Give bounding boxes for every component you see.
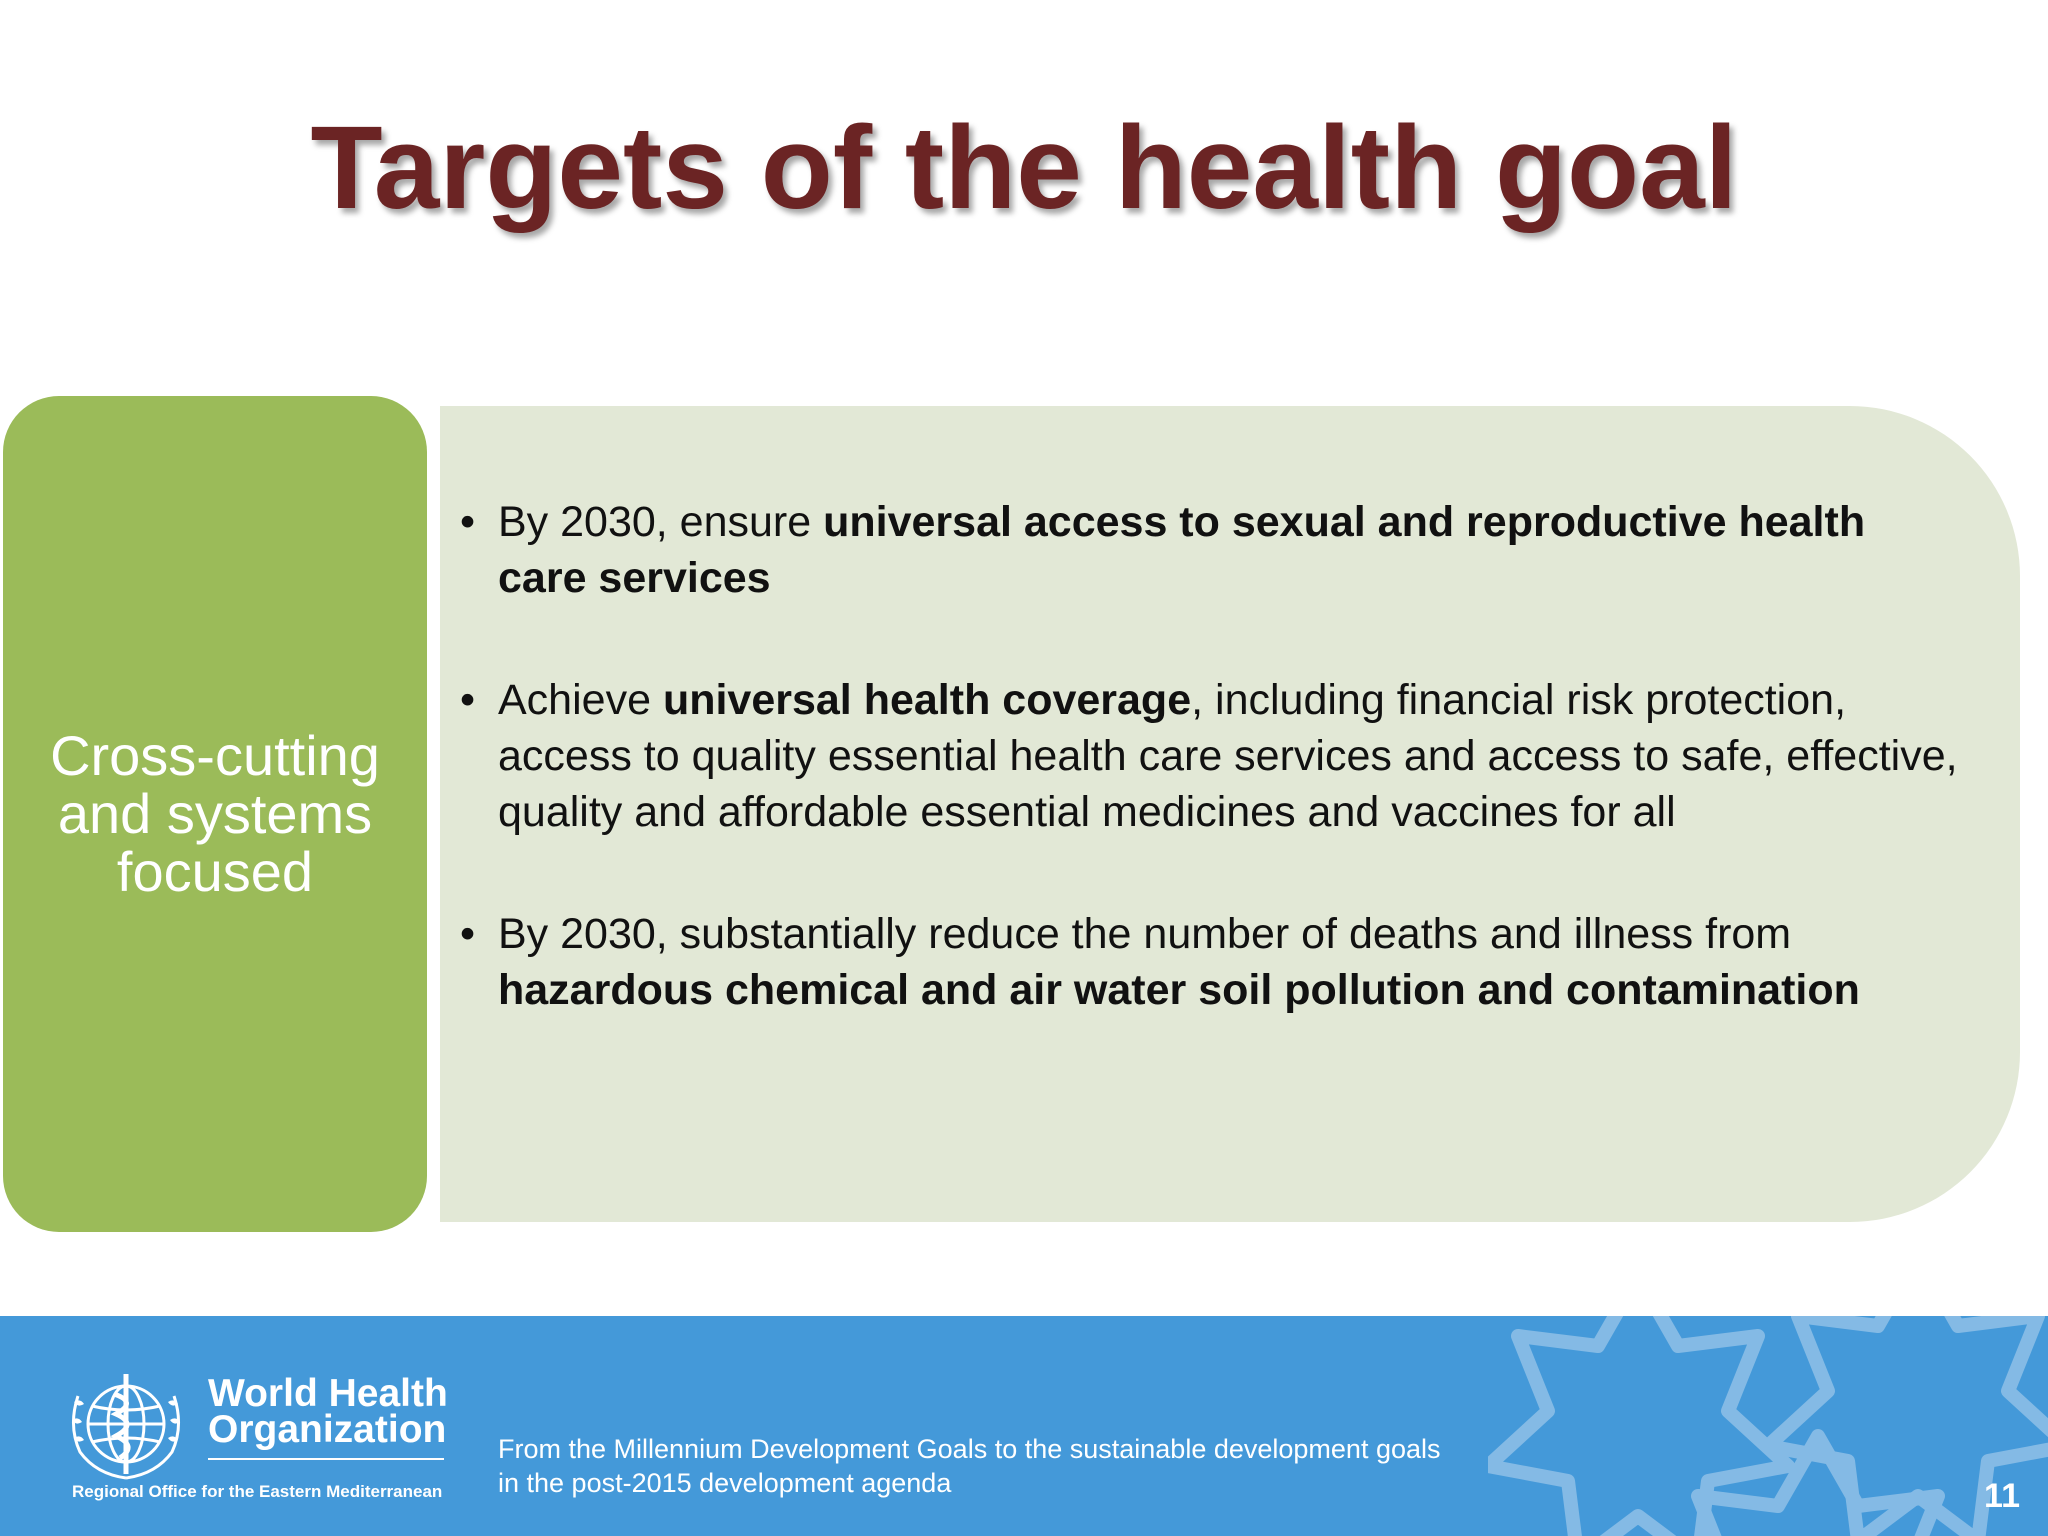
star-pattern-icon	[1488, 1316, 2048, 1536]
target-item	[460, 494, 1960, 606]
footer-bar	[0, 1316, 2048, 1536]
org-name-line1: World Health	[208, 1372, 448, 1415]
who-emblem-icon	[66, 1366, 202, 1484]
target-emphasis: hazardous chemical and air water soil pollution and contamination	[498, 966, 1860, 1014]
category-label	[50, 724, 380, 903]
category-label-line: focused	[116, 840, 314, 903]
target-text: By 2030, ensure	[498, 498, 824, 546]
org-name-line2: Organization	[208, 1408, 447, 1451]
org-divider	[208, 1458, 444, 1460]
target-text: By 2030, substantially reduce the number of deaths and illness from	[498, 910, 1792, 958]
footer-caption	[498, 1432, 1441, 1500]
footer-caption-line: in the post-2015 development agenda	[498, 1468, 952, 1498]
bullet-icon: •	[460, 676, 476, 724]
footer-caption-line: From the Millennium Development Goals to the sustainable development goals	[498, 1434, 1441, 1464]
slide-title: Targets of the health goal	[310, 102, 1738, 234]
category-label-line: Cross-cutting	[50, 724, 380, 787]
targets-list	[460, 494, 1960, 1018]
category-panel	[3, 396, 427, 1232]
who-logo	[66, 1366, 456, 1516]
org-region: Regional Office for the Eastern Mediterranean	[72, 1482, 443, 1501]
target-text: Achieve	[498, 676, 663, 724]
page-number: 11	[1984, 1477, 2020, 1515]
target-item	[460, 672, 1960, 840]
bullet-icon: •	[460, 498, 476, 546]
targets-panel	[440, 406, 2020, 1222]
target-text: , including financial risk protection, access to quality essential health care services and access to safe, effective, quality and affordable essential medicines and vaccines for all	[498, 676, 1958, 836]
target-emphasis: universal access to sexual and reproductive health care services	[498, 498, 1866, 602]
target-item	[460, 906, 1960, 1018]
category-label-line: and systems	[57, 782, 373, 845]
target-emphasis: universal health coverage	[662, 676, 1192, 724]
bullet-icon: •	[460, 910, 476, 958]
